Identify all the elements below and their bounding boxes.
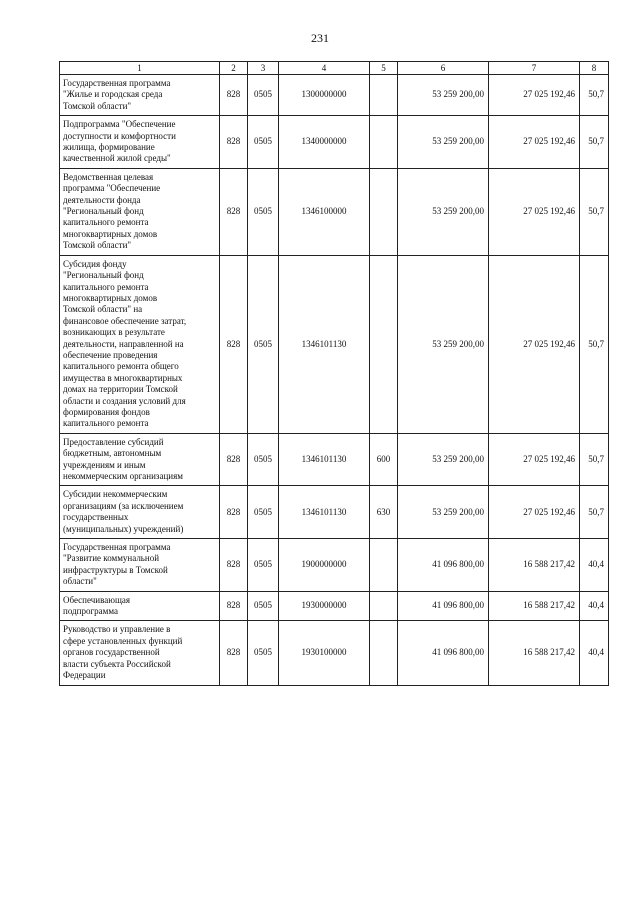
row-expense-kind: [370, 168, 398, 255]
row-section-code: 0505: [248, 591, 279, 621]
row-percent: 40,4: [580, 591, 609, 621]
row-section-code: 0505: [248, 168, 279, 255]
row-percent: 50,7: [580, 75, 609, 116]
row-name: [60, 486, 220, 539]
row-name-text: Государственная программа "Жилье и городская среда Томской области": [63, 78, 171, 111]
row-actual-amount: 27 025 192,46: [489, 486, 580, 539]
row-plan-amount: 53 259 200,00: [398, 255, 489, 433]
row-expense-kind: [370, 75, 398, 116]
row-admin-code: 828: [220, 539, 248, 592]
row-admin-code: 828: [220, 75, 248, 116]
row-name-text: Ведомственная целевая программа "Обеспечение деятельности фонда "Региональный фонд капитального ремонта многоквартирных домов Томской области": [63, 171, 161, 251]
row-name: [60, 591, 220, 621]
table-row: [60, 116, 609, 169]
row-target-code: 1346101130: [279, 255, 370, 433]
row-expense-kind: 630: [370, 486, 398, 539]
row-section-code: 0505: [248, 486, 279, 539]
table-row: [60, 255, 609, 433]
row-section-code: 0505: [248, 116, 279, 169]
row-actual-amount: 16 588 217,42: [489, 621, 580, 685]
row-admin-code: 828: [220, 255, 248, 433]
row-admin-code: 828: [220, 486, 248, 539]
row-actual-amount: 27 025 192,46: [489, 116, 580, 169]
header-col-5: 5: [370, 62, 398, 75]
table-row: [60, 75, 609, 116]
row-admin-code: 828: [220, 621, 248, 685]
row-target-code: 1346101130: [279, 433, 370, 486]
row-plan-amount: 53 259 200,00: [398, 433, 489, 486]
row-name-text: Подпрограмма "Обеспечение доступности и комфортности жилища, формирование качественной жилой среды": [63, 119, 176, 164]
row-admin-code: 828: [220, 591, 248, 621]
row-admin-code: 828: [220, 168, 248, 255]
row-name-text: Субсидии некоммерческим организациям (за исключением государственных (муниципальных) учреждений): [63, 489, 184, 534]
row-plan-amount: 41 096 800,00: [398, 591, 489, 621]
row-target-code: 1930000000: [279, 591, 370, 621]
row-section-code: 0505: [248, 433, 279, 486]
row-section-code: 0505: [248, 621, 279, 685]
row-target-code: 1346100000: [279, 168, 370, 255]
row-target-code: 1900000000: [279, 539, 370, 592]
row-name-text: Государственная программа "Развитие коммунальной инфраструктуры в Томской области": [63, 542, 171, 587]
row-target-code: 1930100000: [279, 621, 370, 685]
row-target-code: 1340000000: [279, 116, 370, 169]
row-expense-kind: [370, 116, 398, 169]
row-actual-amount: 27 025 192,46: [489, 168, 580, 255]
header-col-6: 6: [398, 62, 489, 75]
row-section-code: 0505: [248, 75, 279, 116]
row-expense-kind: [370, 621, 398, 685]
row-expense-kind: [370, 591, 398, 621]
row-plan-amount: 53 259 200,00: [398, 75, 489, 116]
row-percent: 40,4: [580, 621, 609, 685]
row-section-code: 0505: [248, 539, 279, 592]
header-col-8: 8: [580, 62, 609, 75]
row-name: [60, 116, 220, 169]
row-percent: 40,4: [580, 539, 609, 592]
row-target-code: 1300000000: [279, 75, 370, 116]
row-name: [60, 539, 220, 592]
row-name-text: Руководство и управление в сфере установленных функций органов государственной власти субъекта Российской Федерации: [63, 624, 183, 681]
row-plan-amount: 41 096 800,00: [398, 539, 489, 592]
row-actual-amount: 27 025 192,46: [489, 255, 580, 433]
row-plan-amount: 53 259 200,00: [398, 486, 489, 539]
row-percent: 50,7: [580, 168, 609, 255]
header-col-4: 4: [279, 62, 370, 75]
table-row: [60, 433, 609, 486]
table-row: [60, 168, 609, 255]
budget-table: [59, 61, 609, 686]
row-expense-kind: [370, 539, 398, 592]
row-plan-amount: 53 259 200,00: [398, 168, 489, 255]
row-percent: 50,7: [580, 116, 609, 169]
table-header-row: [60, 62, 609, 75]
row-name: [60, 621, 220, 685]
row-percent: 50,7: [580, 486, 609, 539]
row-percent: 50,7: [580, 433, 609, 486]
header-col-3: 3: [248, 62, 279, 75]
row-admin-code: 828: [220, 433, 248, 486]
row-actual-amount: 16 588 217,42: [489, 591, 580, 621]
row-name: [60, 255, 220, 433]
row-name-text: Субсидия фонду "Региональный фонд капитального ремонта многоквартирных домов Томской области" на финансовое обеспечение затрат, возникающих в результате деятельности, направленной на обеспечение проведения капитального ремонта общего имущества в многоквартирных домах на территории Томской области и создания условий для формирования фондов капитального ремонта: [63, 258, 187, 429]
page-number: 231: [311, 31, 329, 45]
header-col-7: 7: [489, 62, 580, 75]
table-row: [60, 539, 609, 592]
row-expense-kind: [370, 255, 398, 433]
row-name: [60, 433, 220, 486]
header-col-2: 2: [220, 62, 248, 75]
row-name-text: Предоставление субсидий бюджетным, автономным учреждениям и иным некоммерческим организациям: [63, 436, 183, 481]
table-row: [60, 591, 609, 621]
row-name: [60, 168, 220, 255]
table-row: [60, 486, 609, 539]
row-admin-code: 828: [220, 116, 248, 169]
row-percent: 50,7: [580, 255, 609, 433]
row-actual-amount: 27 025 192,46: [489, 75, 580, 116]
row-plan-amount: 41 096 800,00: [398, 621, 489, 685]
table-row: [60, 621, 609, 685]
row-actual-amount: 27 025 192,46: [489, 433, 580, 486]
row-plan-amount: 53 259 200,00: [398, 116, 489, 169]
row-name-text: Обеспечивающая подпрограмма: [63, 594, 131, 617]
row-actual-amount: 16 588 217,42: [489, 539, 580, 592]
row-expense-kind: 600: [370, 433, 398, 486]
row-name: [60, 75, 220, 116]
header-col-1: 1: [60, 62, 220, 75]
row-target-code: 1346101130: [279, 486, 370, 539]
row-section-code: 0505: [248, 255, 279, 433]
